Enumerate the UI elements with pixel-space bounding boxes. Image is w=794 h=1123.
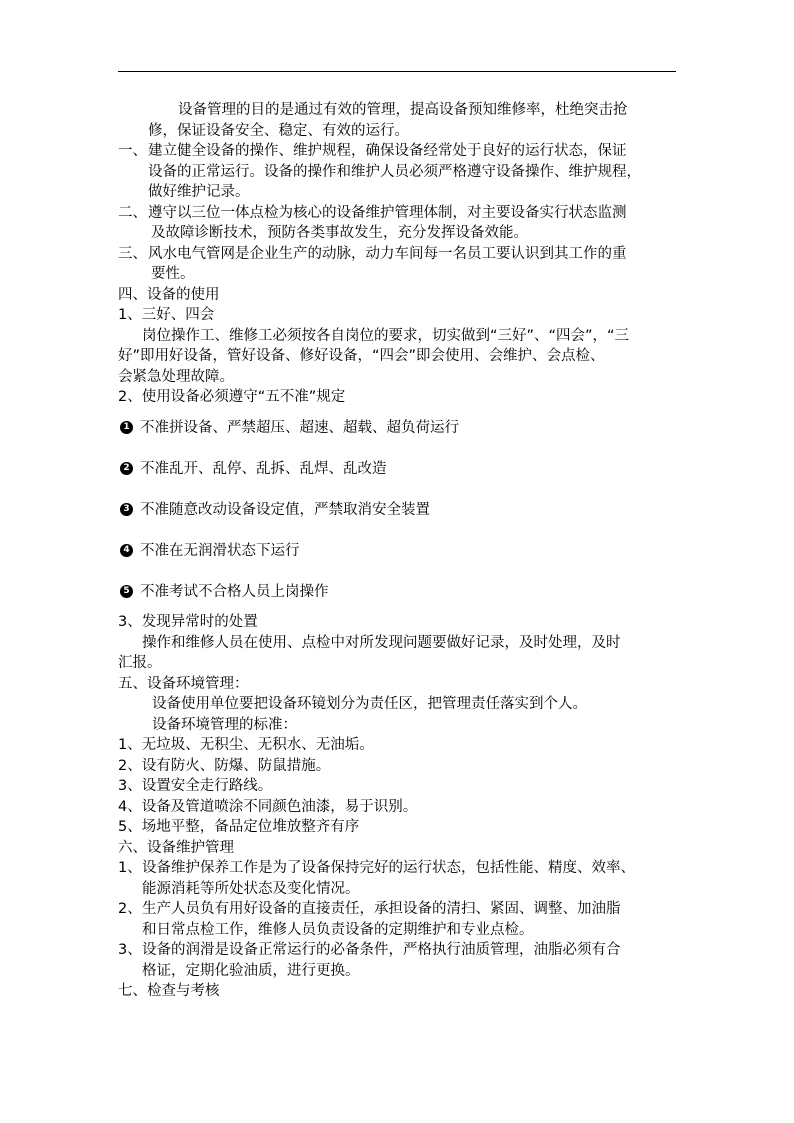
section-3-line-1: 风水电气管网是企业生产的动脉，动力车间每一名员工要认识到其工作的重 — [148, 245, 627, 262]
section-6-heading: 六、设备维护管理 — [118, 839, 234, 856]
section-6-item-1-line-1: 设备维护保养工作是为了设备保持完好的运行状态，包括性能、精度、效率、 — [142, 860, 635, 876]
section-5-heading: 五、设备环境管理： — [118, 675, 249, 692]
rule-text: 不准考试不合格人员上岗操作 — [140, 583, 329, 600]
circled-number-icon: 3 — [120, 503, 133, 516]
list-item: 5、场地平整，备品定位堆放整齐有序 — [118, 819, 360, 835]
section-5-para-2: 设备环境管理的标准： — [152, 716, 297, 733]
document-body — [118, 100, 678, 1002]
section-4-para-1-line-2: 好”即用好设备，管好设备、修好设备，“四会”即会使用、会维护、会点检、 — [118, 348, 605, 364]
section-3-number: 三、 — [118, 245, 147, 262]
section-4-sub-1: 1、三好、四会 — [118, 307, 215, 323]
section-6-item-2-line-2: 和日常点检工作，维修人员负责设备的定期维护和专业点检。 — [142, 921, 534, 938]
section-4-para-3-line-2: 汇报。 — [118, 655, 162, 671]
section-2-line-1: 遵守以三位一体点检为核心的设备维护管理体制，对主要设备实行状态监测 — [148, 204, 627, 221]
section-4-para-1-line-1: 岗位操作工、维修工必须按各自岗位的要求，切实做到“三好”、“四会”，“三 — [142, 327, 630, 344]
section-1 — [118, 141, 678, 203]
section-1-line-2: 设备的正常运行。设备的操作和维护人员必须严格遵守设备操作、维护规程， — [148, 163, 641, 180]
item-number: 1、 — [118, 860, 142, 876]
section-4-heading: 四、设备的使用 — [118, 286, 220, 303]
rule-text: 不准拼设备、严禁超压、超速、超载、超负荷运行 — [140, 419, 459, 436]
section-2-line-2: 及故障诊断技术，预防各类事故发生，充分发挥设备效能。 — [151, 225, 528, 241]
rule-item — [118, 541, 678, 562]
section-3 — [118, 244, 678, 285]
section-6-item-2 — [118, 899, 678, 940]
list-item: 4、设备及管道喷涂不同颜色油漆，易于识别。 — [118, 798, 418, 815]
section-1-line-3: 做好维护记录。 — [148, 184, 250, 200]
list-item: 1、无垃圾、无积尘、无积水、无油垢。 — [118, 737, 374, 753]
section-6-item-3-line-1: 设备的润滑是设备正常运行的必备条件，严格执行油质管理，油脂必须有合 — [142, 942, 621, 958]
circled-number-icon: 5 — [120, 585, 133, 598]
circled-number-icon: 2 — [120, 462, 133, 475]
rule-text: 不准乱开、乱停、乱拆、乱焊、乱改造 — [140, 460, 387, 477]
section-1-number: 一、 — [118, 143, 147, 159]
rule-item — [118, 582, 678, 603]
section-5-para-1: 设备使用单位要把设备环镜划分为责任区，把管理责任落实到个人。 — [152, 696, 587, 712]
rule-item — [118, 500, 678, 521]
list-item: 2、设有防火、防爆、防鼠措施。 — [118, 757, 331, 774]
circled-number-icon: 1 — [120, 421, 133, 434]
section-2-number: 二、 — [118, 204, 147, 221]
section-6-item-1 — [118, 858, 678, 899]
item-number: 2、 — [118, 901, 142, 917]
circled-number-icon: 4 — [120, 544, 133, 557]
rule-text: 不准随意改动设备设定值，严禁取消安全装置 — [140, 501, 430, 518]
section-2 — [118, 203, 678, 244]
header-rule — [118, 71, 676, 72]
section-4-sub-2: 2、使用设备必须遵守“五不准”规定 — [118, 389, 346, 405]
rule-item — [118, 459, 678, 480]
item-number: 3、 — [118, 942, 142, 958]
section-6-item-2-line-1: 生产人员负有用好设备的直接责任，承担设备的清扫、紧固、调整、加油脂 — [142, 901, 621, 917]
section-7-heading: 七、检查与考核 — [118, 983, 220, 999]
intro-line-1: 设备管理的目的是通过有效的管理，提高设备预知维修率，杜绝突击抢 — [178, 102, 628, 118]
list-item: 3、设置安全走行路线。 — [118, 778, 273, 794]
section-1-line-1: 建立健全设备的操作、维护规程，确保设备经常处于良好的运行状态，保证 — [148, 143, 627, 159]
section-3-line-2: 要性。 — [151, 266, 195, 282]
rule-item — [118, 418, 678, 439]
section-6-item-3 — [118, 940, 678, 981]
section-6-item-1-line-2: 能源消耗等所处状态及变化情况。 — [142, 880, 360, 897]
section-6-item-3-line-2: 格证，定期化验油质，进行更换。 — [142, 962, 360, 979]
section-4-sub-3: 3、发现异常时的处置 — [118, 614, 258, 630]
section-4-para-1-line-3: 会紧急处理故障。 — [118, 368, 234, 385]
intro-line-2: 修，保证设备安全、稳定、有效的运行。 — [148, 122, 409, 139]
rule-text: 不准在无润滑状态下运行 — [140, 542, 300, 559]
section-4-para-3-line-1: 操作和维修人员在使用、点检中对所发现问题要做好记录，及时处理，及时 — [142, 634, 621, 651]
